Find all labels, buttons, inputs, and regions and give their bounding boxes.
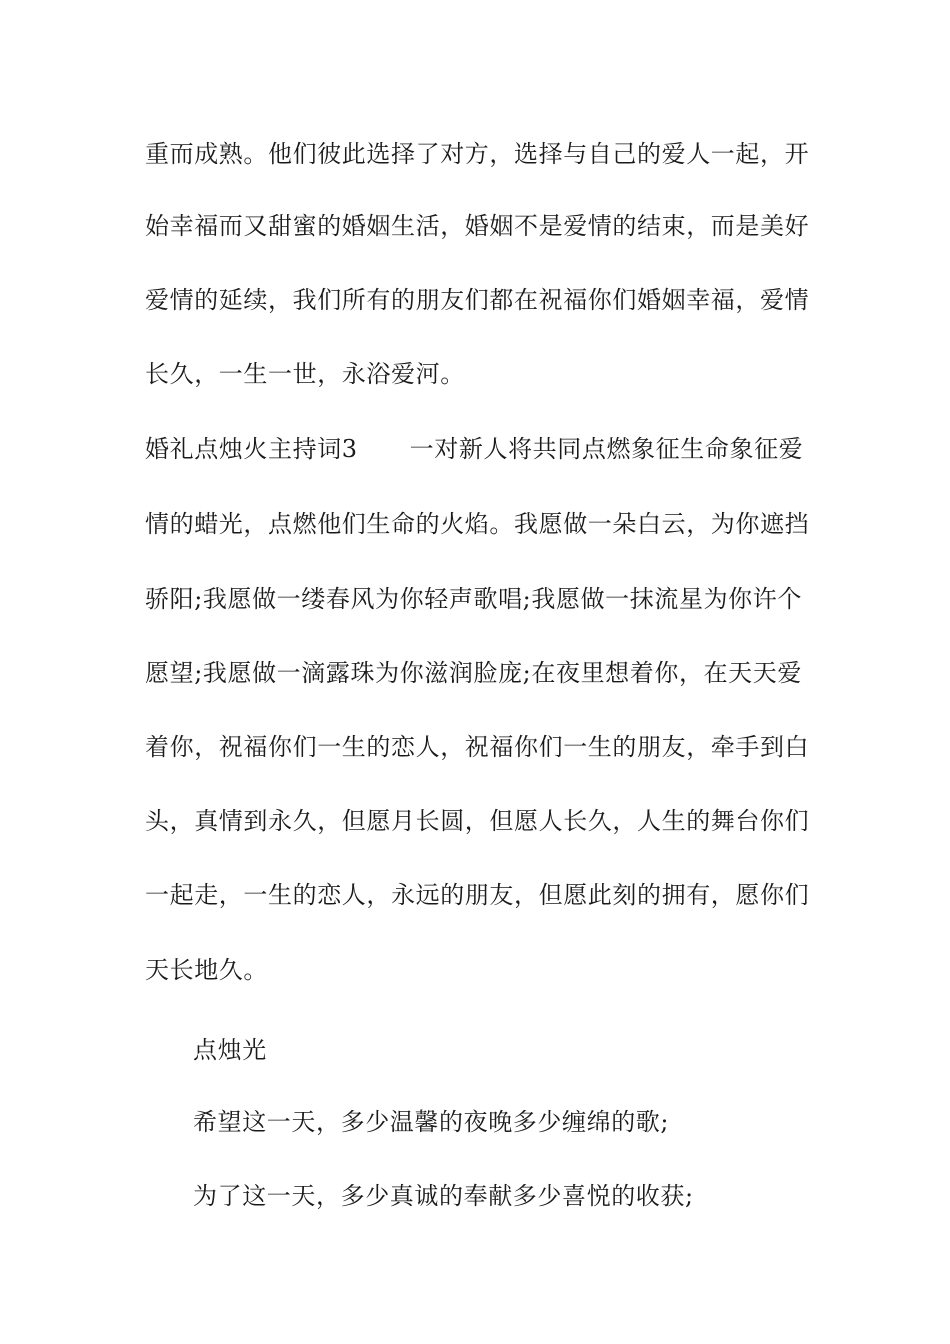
body-text-line: 天长地久。 [145,956,268,984]
body-text-line: 重而成熟。他们彼此选择了对方，选择与自己的爱人一起，开 [145,140,810,168]
body-text-line: 着你，祝福你们一生的恋人，祝福你们一生的朋友，牵手到白 [145,733,810,761]
section-first-line [145,433,815,465]
body-text-line: 头，真情到永久，但愿月长圆，但愿人长久，人生的舞台你们 [145,807,810,835]
poem-line: 为了这一天，多少真诚的奉献多少喜悦的收获; [193,1182,694,1210]
body-text-line: 愿望;我愿做一滴露珠为你滋润脸庞;在夜里想着你，在天天爱 [145,659,802,687]
body-text-line: 长久，一生一世，永浴爱河。 [145,360,465,388]
poem-line: 希望这一天，多少温馨的夜晚多少缠绵的歌; [193,1108,670,1136]
body-text-line: 始幸福而又甜蜜的婚姻生活，婚姻不是爱情的结束，而是美好 [145,212,810,240]
poem-title: 点烛光 [193,1036,267,1064]
body-text-line: 一起走，一生的恋人，永远的朋友，但愿此刻的拥有，愿你们 [145,881,810,909]
body-text: 一对新人将共同点燃象征生命象征爱 [409,435,804,463]
body-text-line: 情的蜡光，点燃他们生命的火焰。我愿做一朵白云，为你遮挡 [145,510,810,538]
section-heading: 婚礼点烛火主持词3 [145,435,358,463]
body-text-line: 骄阳;我愿做一缕春风为你轻声歌唱;我愿做一抹流星为你许个 [145,585,802,613]
body-text-line: 爱情的延续，我们所有的朋友们都在祝福你们婚姻幸福，爱情 [145,286,810,314]
